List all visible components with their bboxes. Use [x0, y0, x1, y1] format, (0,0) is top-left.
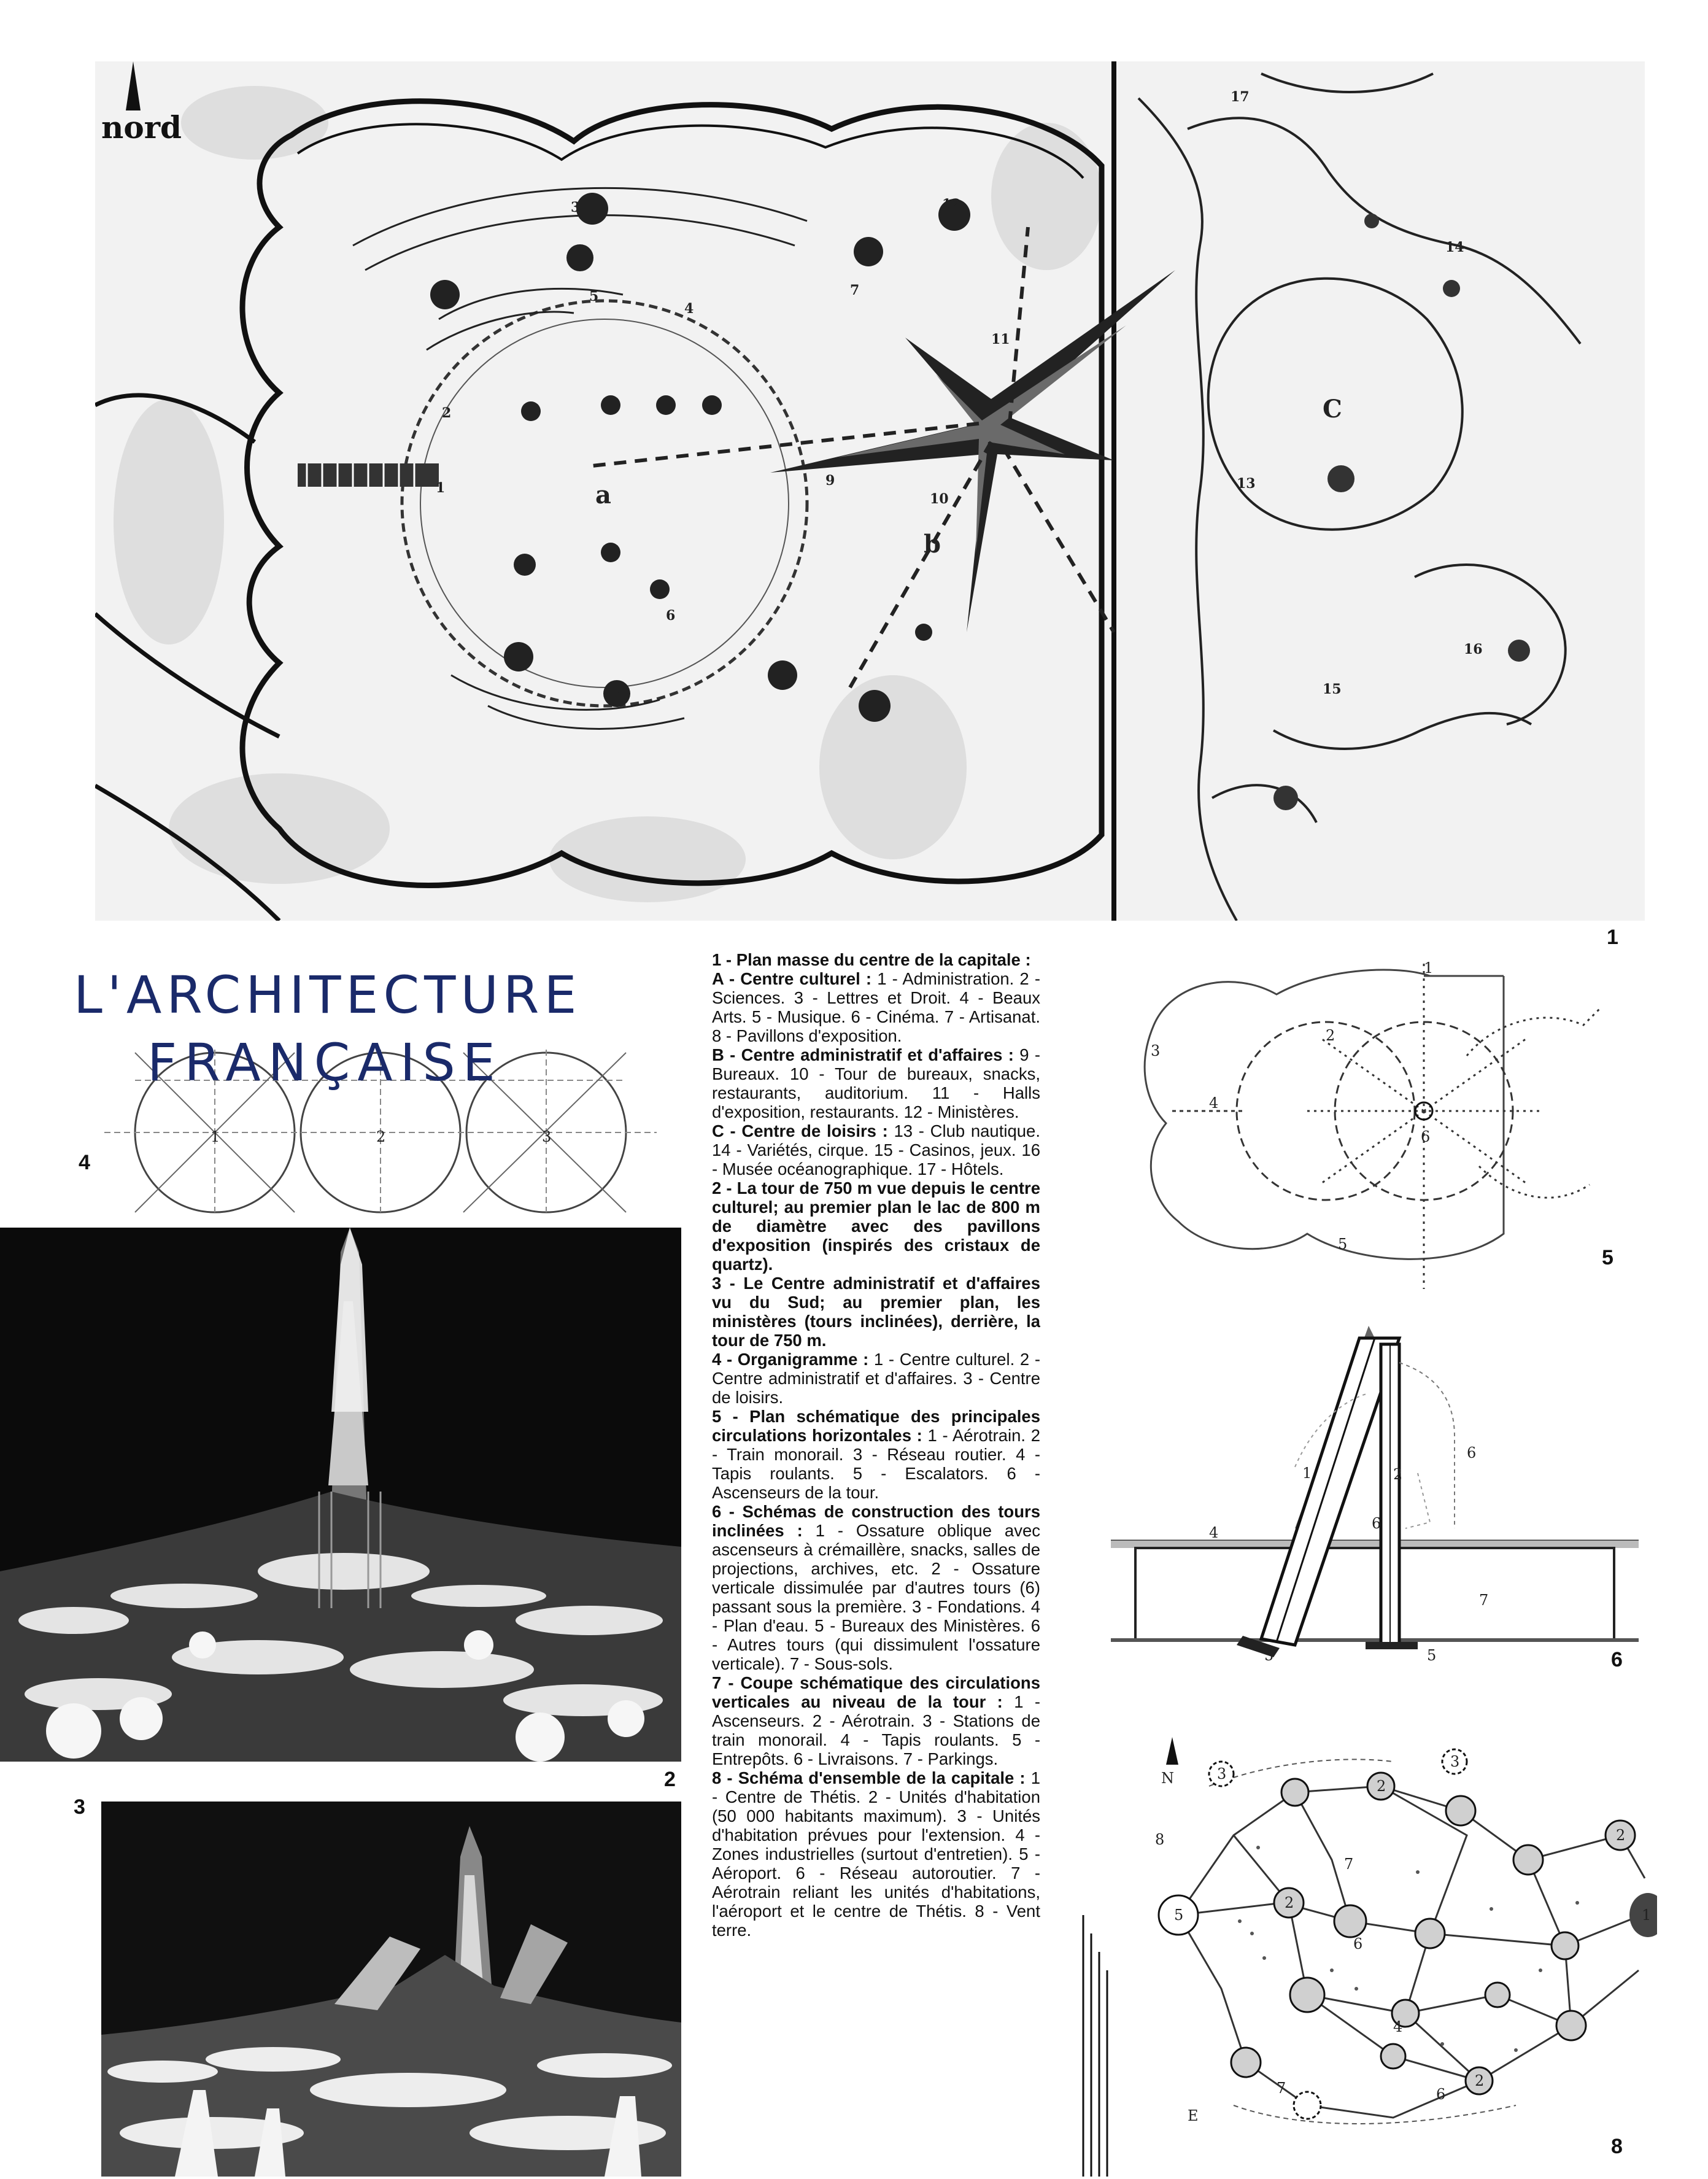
tower-photo	[0, 1228, 681, 1762]
caption-1b-heading: B - Centre administratif et d'affaires :	[712, 1045, 1014, 1064]
schema-label-6b: 6	[1436, 2086, 1446, 2103]
business-centre-photo	[101, 1802, 681, 2177]
section-label-2: 2	[1393, 1466, 1403, 1483]
figure-number-4: 4	[79, 1151, 90, 1174]
caption-3: 3 - Le Centre administratif et d'affaires vu du Sud; au premier plan, les ministères (tours inclinées), derrière, la tour de 750 m.	[712, 1274, 1040, 1350]
plan-label-14: 14	[1445, 239, 1464, 255]
figure-number-1: 1	[1607, 926, 1618, 949]
vertical-rules	[1080, 1915, 1111, 2177]
plan-label-12: 12	[942, 196, 961, 212]
zone-b-label: b	[924, 530, 941, 559]
circulation-label-5: 5	[1338, 1236, 1348, 1253]
section-label-7: 7	[1479, 1592, 1489, 1609]
caption-8-body: 1 - Centre de Thétis. 2 - Unités d'habitation (50 000 habitants maximum). 3 - Unités d'habitation prévues pour l'extension. 4 - Zones industrielles (surtout d'entretien). 5 - Aéroport. 6 - Réseau autoroutier. 7 - Aérotrain reliant les unités d'habitations, l'aéroport et le centre de Thétis. 8 - Vent terre.	[712, 1768, 1040, 1940]
caption-7-body: 1 - Ascenseurs. 2 - Aérotrain. 3 - Stations de train monorail. 4 - Tapis roulants. 5 - Entrepôts. 6 - Livraisons. 7 - Parkings.	[712, 1692, 1040, 1768]
capital-schema-drawing	[1148, 1737, 1657, 2130]
schema-north-icon	[1166, 1737, 1178, 1765]
caption-8-heading: 8 - Schéma d'ensemble de la capitale :	[712, 1768, 1026, 1787]
circulation-label-3: 3	[1151, 1042, 1161, 1059]
caption-1a-body: 1 - Administration. 2 - Sciences. 3 - Lettres et Droit. 4 - Beaux Arts. 5 - Musique. 6 - Cinéma. 7 - Artisanat. 8 - Pavillons d'exposition.	[712, 969, 1040, 1045]
organigram-circle-1: 1	[211, 1128, 220, 1145]
plan-label-17: 17	[1231, 89, 1250, 105]
plan-label-8: 8	[617, 681, 627, 697]
schema-label-7b: 7	[1277, 2080, 1286, 2097]
zone-a-label: a	[595, 481, 611, 509]
schema-label-3a: 3	[1217, 1765, 1227, 1782]
plan-label-2: 2	[442, 405, 452, 421]
caption-5-heading: 5 - Plan schématique des principales circulations horizontales :	[712, 1407, 1040, 1445]
north-label: nord	[101, 109, 182, 145]
schema-label-1: 1	[1642, 1906, 1652, 1924]
circulation-plan-figure	[1135, 958, 1651, 1289]
circulation-label-2: 2	[1326, 1027, 1335, 1044]
tower-section-drawing	[1111, 1326, 1651, 1670]
caption-2: 2 - La tour de 750 m vue depuis le centre culturel; au premier plan le lac de 800 m de diamètre avec des pavillons d'exposition (inspirés des cristaux de quartz).	[712, 1179, 1040, 1274]
section-label-4: 4	[1209, 1524, 1219, 1541]
plan-label-9: 9	[825, 473, 835, 489]
schema-label-3b: 3	[1450, 1753, 1460, 1770]
plan-label-13: 13	[1237, 476, 1256, 492]
organigram-circle-3: 3	[542, 1128, 552, 1145]
section-label-6a: 6	[1372, 1515, 1381, 1532]
organigram-figure	[61, 958, 700, 1215]
figure-number-8: 8	[1611, 2135, 1623, 2158]
caption-item-1	[712, 950, 1040, 1179]
organigram-drawing	[61, 958, 700, 1215]
plan-label-10: 10	[930, 491, 949, 507]
section-label-5b: 5	[1427, 1647, 1437, 1664]
figure-number-6: 6	[1611, 1648, 1623, 1671]
caption-item-8	[712, 1768, 1040, 1940]
section-label-6b: 6	[1467, 1444, 1477, 1461]
circulation-plan-drawing	[1135, 958, 1651, 1289]
circulation-label-4: 4	[1209, 1094, 1219, 1112]
business-centre-photo-image	[101, 1802, 681, 2177]
schema-label-2a: 2	[1377, 1778, 1386, 1795]
schema-north-label: N	[1161, 1770, 1174, 1787]
plan-label-3: 3	[571, 199, 581, 215]
plan-label-5: 5	[589, 288, 599, 304]
plan-label-7: 7	[850, 282, 860, 298]
plan-label-16: 16	[1464, 641, 1483, 657]
plan-label-4: 4	[684, 301, 694, 317]
schema-label-2d: 2	[1475, 2072, 1485, 2089]
schema-label-2b: 2	[1616, 1827, 1626, 1844]
site-plan-drawing	[95, 61, 1645, 921]
caption-1c-body: 13 - Club nautique. 14 - Variétés, cirque. 15 - Casinos, jeux. 16 - Musée océanographique. 17 - Hôtels.	[712, 1121, 1040, 1179]
schema-label-4: 4	[1393, 2018, 1403, 2035]
caption-7-heading: 7 - Coupe schématique des circulations verticales au niveau de la tour :	[712, 1673, 1040, 1711]
caption-1b-body: 9 - Bureaux. 10 - Tour de bureaux, snacks, restaurants, auditorium. 11 - Halls d'exposition, restaurants. 12 - Ministères.	[712, 1045, 1040, 1121]
caption-item-6	[712, 1502, 1040, 1673]
caption-1-heading: 1 - Plan masse du centre de la capitale :	[712, 950, 1031, 969]
figure-number-5: 5	[1602, 1246, 1613, 1269]
organigram-title-line2: FRANÇAISE	[147, 1032, 503, 1093]
caption-5-body: 1 - Aérotrain. 2 - Train monorail. 3 - Réseau routier. 4 - Tapis roulants. 5 - Escalators. 6 - Ascenseurs de la tour.	[712, 1426, 1040, 1502]
schema-label-e: E	[1188, 2107, 1199, 2124]
caption-6-body: 1 - Ossature oblique avec ascenseurs à crémaillère, snacks, salles de projections, archives, etc. 2 - Ossature verticale dissimulée par d'autres tours (6) passant sous la première. 3 - Fondations. 4 - Plan d'eau. 5 - Bureaux des Ministères. 6 - Autres tours (qui dissimulent l'ossature verticale). 7 - Sous-sols.	[712, 1521, 1040, 1673]
site-plan-figure	[95, 61, 1645, 921]
capital-schema-figure	[1148, 1737, 1657, 2130]
caption-item-7	[712, 1673, 1040, 1768]
organigram-title-line1: L'ARCHITECTURE	[74, 965, 582, 1025]
caption-4-body: 1 - Centre culturel. 2 - Centre administratif et d'affaires. 3 - Centre de loisirs.	[712, 1350, 1040, 1407]
plan-label-15: 15	[1323, 681, 1342, 697]
figure-number-2: 2	[664, 1768, 676, 1791]
caption-item-4	[712, 1350, 1040, 1407]
figure-number-3: 3	[74, 1795, 85, 1819]
tower-section-figure	[1111, 1326, 1651, 1670]
schema-label-8: 8	[1155, 1831, 1165, 1848]
caption-4-heading: 4 - Organigramme :	[712, 1350, 869, 1369]
schema-label-6a: 6	[1353, 1935, 1363, 1953]
schema-label-7a: 7	[1344, 1856, 1354, 1873]
section-label-5a: 5	[1264, 1647, 1274, 1664]
tower-photo-image	[0, 1228, 681, 1762]
plan-label-11: 11	[991, 331, 1010, 347]
section-label-1: 1	[1302, 1465, 1312, 1482]
organigram-circle-2: 2	[376, 1128, 386, 1145]
schema-label-5-airport: 5	[1174, 1906, 1184, 1924]
plan-label-1: 1	[436, 480, 446, 496]
caption-item-5	[712, 1407, 1040, 1502]
caption-1c-heading: C - Centre de loisirs :	[712, 1121, 888, 1140]
schema-label-2c: 2	[1285, 1894, 1294, 1911]
caption-column	[712, 950, 1040, 2172]
zone-c-label: C	[1323, 395, 1342, 424]
circulation-label-1: 1	[1424, 959, 1434, 977]
vertical-rules-drawing	[1080, 1915, 1111, 2177]
caption-6-heading: 6 - Schémas de construction des tours inclinées :	[712, 1502, 1040, 1540]
caption-1a-heading: A - Centre culturel :	[712, 969, 872, 988]
circulation-label-6: 6	[1421, 1128, 1431, 1145]
plan-label-6: 6	[666, 608, 676, 624]
